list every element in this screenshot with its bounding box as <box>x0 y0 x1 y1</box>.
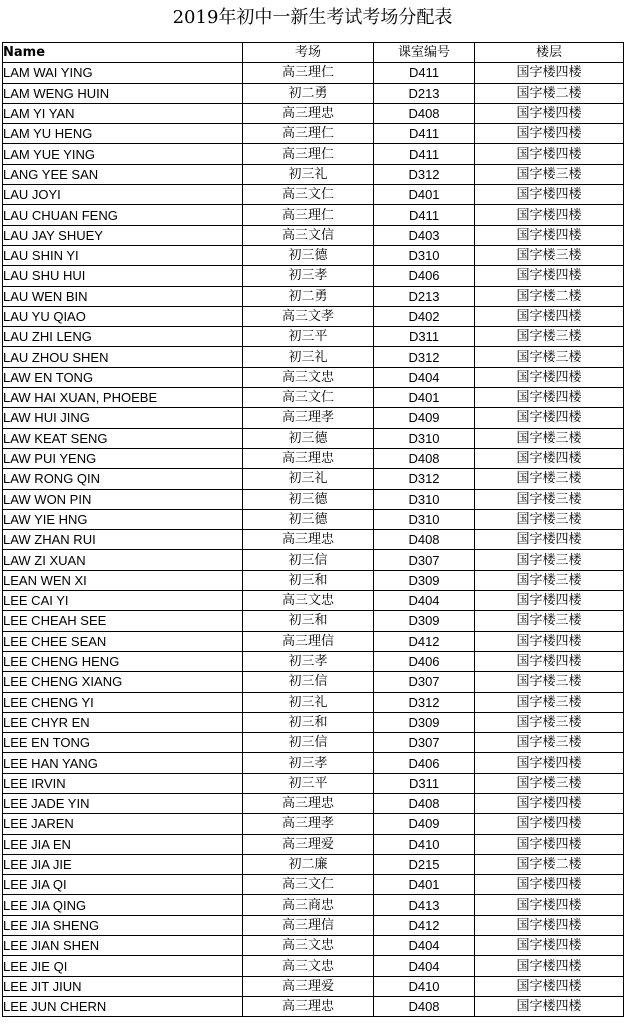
table-row <box>3 814 624 834</box>
floor-cell: 国字楼三楼 <box>475 712 624 732</box>
table-row <box>3 895 624 915</box>
student-name-cell: LEE IRVIN <box>3 773 243 793</box>
floor-cell: 国字楼四楼 <box>475 936 624 956</box>
student-name-cell: LEE CHEE SEAN <box>3 631 243 651</box>
exam-hall-cell: 初三和 <box>243 712 374 732</box>
table-row <box>3 124 624 144</box>
floor-cell: 国字楼四楼 <box>475 448 624 468</box>
floor-cell: 国字楼三楼 <box>475 509 624 529</box>
header-name: Name <box>3 43 243 63</box>
exam-hall-cell: 高三理仁 <box>243 144 374 164</box>
room-number-cell: D213 <box>374 83 475 103</box>
floor-cell: 国字楼三楼 <box>475 773 624 793</box>
exam-hall-cell: 初三信 <box>243 672 374 692</box>
floor-cell: 国字楼三楼 <box>475 164 624 184</box>
room-number-cell: D412 <box>374 631 475 651</box>
room-number-cell: D413 <box>374 895 475 915</box>
table-row <box>3 712 624 732</box>
student-name-cell: LAM YU HENG <box>3 124 243 144</box>
student-name-cell: LAW EN TONG <box>3 367 243 387</box>
exam-hall-cell: 初三孝 <box>243 651 374 671</box>
exam-hall-cell: 初三平 <box>243 773 374 793</box>
table-row <box>3 205 624 225</box>
student-name-cell: LANG YEE SAN <box>3 164 243 184</box>
table-row <box>3 854 624 874</box>
exam-hall-cell: 高三理孝 <box>243 814 374 834</box>
student-name-cell: LEE HAN YANG <box>3 753 243 773</box>
room-number-cell: D408 <box>374 103 475 123</box>
table-row <box>3 408 624 428</box>
exam-hall-cell: 初三德 <box>243 245 374 265</box>
table-row <box>3 530 624 550</box>
floor-cell: 国字楼三楼 <box>475 245 624 265</box>
table-row <box>3 875 624 895</box>
room-number-cell: D409 <box>374 408 475 428</box>
table-row <box>3 266 624 286</box>
room-number-cell: D408 <box>374 996 475 1016</box>
exam-hall-cell: 高三文忠 <box>243 956 374 976</box>
exam-hall-cell: 初三和 <box>243 611 374 631</box>
floor-cell: 国字楼四楼 <box>475 814 624 834</box>
room-number-cell: D307 <box>374 733 475 753</box>
table-row <box>3 347 624 367</box>
room-number-cell: D213 <box>374 286 475 306</box>
student-name-cell: LEE EN TONG <box>3 733 243 753</box>
room-number-cell: D412 <box>374 915 475 935</box>
room-number-cell: D406 <box>374 753 475 773</box>
table-row <box>3 793 624 813</box>
student-name-cell: LAU CHUAN FENG <box>3 205 243 225</box>
floor-cell: 国字楼四楼 <box>475 306 624 326</box>
floor-cell: 国字楼四楼 <box>475 367 624 387</box>
floor-cell: 国字楼二楼 <box>475 286 624 306</box>
table-row <box>3 428 624 448</box>
student-name-cell: LEE JIA QING <box>3 895 243 915</box>
table-row <box>3 550 624 570</box>
exam-hall-cell: 高三商忠 <box>243 895 374 915</box>
table-row <box>3 773 624 793</box>
room-number-cell: D403 <box>374 225 475 245</box>
floor-cell: 国字楼四楼 <box>475 63 624 83</box>
student-name-cell: LEE CHEAH SEE <box>3 611 243 631</box>
exam-hall-cell: 高三文忠 <box>243 591 374 611</box>
student-name-cell: LEE JIA SHENG <box>3 915 243 935</box>
student-name-cell: LEAN WEN XI <box>3 570 243 590</box>
exam-hall-cell: 高三文仁 <box>243 185 374 205</box>
student-name-cell: LAW ZHAN RUI <box>3 530 243 550</box>
table-row <box>3 286 624 306</box>
table-body <box>3 63 624 1017</box>
exam-hall-cell: 初三信 <box>243 733 374 753</box>
student-name-cell: LAU SHIN YI <box>3 245 243 265</box>
room-number-cell: D410 <box>374 834 475 854</box>
floor-cell: 国字楼四楼 <box>475 124 624 144</box>
table-row <box>3 996 624 1016</box>
student-name-cell: LAW ZI XUAN <box>3 550 243 570</box>
floor-cell: 国字楼四楼 <box>475 205 624 225</box>
room-number-cell: D406 <box>374 266 475 286</box>
table-row <box>3 834 624 854</box>
student-name-cell: LAM WAI YING <box>3 63 243 83</box>
student-name-cell: LEE JAREN <box>3 814 243 834</box>
student-name-cell: LAW HAI XUAN, PHOEBE <box>3 388 243 408</box>
floor-cell: 国字楼三楼 <box>475 733 624 753</box>
floor-cell: 国字楼四楼 <box>475 996 624 1016</box>
table-row <box>3 672 624 692</box>
floor-cell: 国字楼四楼 <box>475 103 624 123</box>
exam-hall-cell: 初三德 <box>243 489 374 509</box>
student-name-cell: LEE CAI YI <box>3 591 243 611</box>
exam-hall-cell: 初三礼 <box>243 164 374 184</box>
exam-hall-cell: 初三礼 <box>243 347 374 367</box>
room-number-cell: D408 <box>374 793 475 813</box>
student-name-cell: LAM YI YAN <box>3 103 243 123</box>
student-name-cell: LAW PUI YENG <box>3 448 243 468</box>
floor-cell: 国字楼四楼 <box>475 753 624 773</box>
floor-cell: 国字楼三楼 <box>475 489 624 509</box>
room-number-cell: D404 <box>374 591 475 611</box>
exam-hall-cell: 初三孝 <box>243 266 374 286</box>
room-number-cell: D311 <box>374 327 475 347</box>
room-number-cell: D307 <box>374 672 475 692</box>
student-name-cell: LEE JIT JIUN <box>3 976 243 996</box>
room-number-cell: D310 <box>374 245 475 265</box>
room-number-cell: D401 <box>374 388 475 408</box>
room-number-cell: D408 <box>374 530 475 550</box>
table-row <box>3 327 624 347</box>
exam-hall-cell: 高三文信 <box>243 225 374 245</box>
table-row <box>3 591 624 611</box>
student-name-cell: LEE CHYR EN <box>3 712 243 732</box>
student-name-cell: LEE JADE YIN <box>3 793 243 813</box>
table-row <box>3 489 624 509</box>
table-row <box>3 388 624 408</box>
room-number-cell: D309 <box>374 712 475 732</box>
floor-cell: 国字楼四楼 <box>475 388 624 408</box>
floor-cell: 国字楼三楼 <box>475 692 624 712</box>
student-name-cell: LAU YU QIAO <box>3 306 243 326</box>
student-name-cell: LAU ZHOU SHEN <box>3 347 243 367</box>
floor-cell: 国字楼二楼 <box>475 854 624 874</box>
exam-hall-cell: 初三孝 <box>243 753 374 773</box>
table-row <box>3 367 624 387</box>
document-title: 2019年初中一新生考试考场分配表 <box>172 7 453 28</box>
student-name-cell: LEE JIE QI <box>3 956 243 976</box>
student-name-cell: LEE JUN CHERN <box>3 996 243 1016</box>
exam-hall-cell: 高三理忠 <box>243 793 374 813</box>
student-name-cell: LEE JIA EN <box>3 834 243 854</box>
exam-hall-cell: 初二勇 <box>243 83 374 103</box>
floor-cell: 国字楼四楼 <box>475 651 624 671</box>
exam-hall-cell: 高三文孝 <box>243 306 374 326</box>
exam-hall-cell: 高三理忠 <box>243 448 374 468</box>
student-name-cell: LAW HUI JING <box>3 408 243 428</box>
exam-hall-cell: 初二廉 <box>243 854 374 874</box>
room-number-cell: D309 <box>374 570 475 590</box>
table-row <box>3 63 624 83</box>
room-number-cell: D410 <box>374 976 475 996</box>
exam-hall-cell: 高三理忠 <box>243 103 374 123</box>
table-row <box>3 570 624 590</box>
table-row <box>3 915 624 935</box>
exam-hall-cell: 初三礼 <box>243 692 374 712</box>
floor-cell: 国字楼三楼 <box>475 611 624 631</box>
exam-hall-cell: 高三理仁 <box>243 63 374 83</box>
student-name-cell: LAM WENG HUIN <box>3 83 243 103</box>
table-row <box>3 469 624 489</box>
room-number-cell: D406 <box>374 651 475 671</box>
room-number-cell: D408 <box>374 448 475 468</box>
student-name-cell: LAW WON PIN <box>3 489 243 509</box>
student-name-cell: LAW YIE HNG <box>3 509 243 529</box>
student-name-cell: LEE CHENG YI <box>3 692 243 712</box>
floor-cell: 国字楼四楼 <box>475 875 624 895</box>
floor-cell: 国字楼三楼 <box>475 672 624 692</box>
floor-cell: 国字楼三楼 <box>475 327 624 347</box>
exam-hall-cell: 高三理爱 <box>243 976 374 996</box>
floor-cell: 国字楼四楼 <box>475 956 624 976</box>
student-name-cell: LAW RONG QIN <box>3 469 243 489</box>
room-number-cell: D401 <box>374 875 475 895</box>
room-number-cell: D402 <box>374 306 475 326</box>
table-row <box>3 753 624 773</box>
room-number-cell: D411 <box>374 205 475 225</box>
floor-cell: 国字楼四楼 <box>475 895 624 915</box>
student-name-cell: LEE JIAN SHEN <box>3 936 243 956</box>
student-name-cell: LAU WEN BIN <box>3 286 243 306</box>
exam-hall-cell: 高三理爱 <box>243 834 374 854</box>
exam-hall-cell: 初二勇 <box>243 286 374 306</box>
student-name-cell: LAU ZHI LENG <box>3 327 243 347</box>
table-row <box>3 976 624 996</box>
room-number-cell: D404 <box>374 936 475 956</box>
floor-cell: 国字楼三楼 <box>475 347 624 367</box>
table-row <box>3 103 624 123</box>
table-row <box>3 631 624 651</box>
floor-cell: 国字楼四楼 <box>475 915 624 935</box>
table-row <box>3 956 624 976</box>
exam-hall-cell: 高三文忠 <box>243 936 374 956</box>
table-row <box>3 185 624 205</box>
room-number-cell: D411 <box>374 124 475 144</box>
exam-hall-cell: 高三理孝 <box>243 408 374 428</box>
header-exam-hall: 考场 <box>243 43 374 63</box>
table-row <box>3 733 624 753</box>
exam-hall-cell: 高三理信 <box>243 631 374 651</box>
room-number-cell: D311 <box>374 773 475 793</box>
room-number-cell: D310 <box>374 489 475 509</box>
table-row <box>3 144 624 164</box>
exam-hall-cell: 高三理信 <box>243 915 374 935</box>
floor-cell: 国字楼四楼 <box>475 144 624 164</box>
floor-cell: 国字楼四楼 <box>475 266 624 286</box>
room-number-cell: D404 <box>374 367 475 387</box>
room-number-cell: D307 <box>374 550 475 570</box>
floor-cell: 国字楼三楼 <box>475 428 624 448</box>
floor-cell: 国字楼四楼 <box>475 408 624 428</box>
floor-cell: 国字楼三楼 <box>475 550 624 570</box>
exam-hall-cell: 高三文仁 <box>243 875 374 895</box>
exam-hall-cell: 初三信 <box>243 550 374 570</box>
room-number-cell: D312 <box>374 469 475 489</box>
exam-hall-cell: 高三理仁 <box>243 124 374 144</box>
exam-hall-cell: 初三和 <box>243 570 374 590</box>
table-row <box>3 509 624 529</box>
table-row <box>3 651 624 671</box>
room-number-cell: D312 <box>374 347 475 367</box>
room-number-cell: D404 <box>374 956 475 976</box>
exam-hall-cell: 高三理忠 <box>243 996 374 1016</box>
floor-cell: 国字楼四楼 <box>475 793 624 813</box>
exam-hall-cell: 高三文仁 <box>243 388 374 408</box>
student-name-cell: LAU SHU HUI <box>3 266 243 286</box>
student-name-cell: LAM YUE YING <box>3 144 243 164</box>
student-name-cell: LAW KEAT SENG <box>3 428 243 448</box>
room-number-cell: D312 <box>374 692 475 712</box>
floor-cell: 国字楼四楼 <box>475 631 624 651</box>
student-name-cell: LEE JIA JIE <box>3 854 243 874</box>
floor-cell: 国字楼四楼 <box>475 530 624 550</box>
exam-hall-cell: 高三理忠 <box>243 530 374 550</box>
room-number-cell: D411 <box>374 63 475 83</box>
exam-hall-cell: 初三礼 <box>243 469 374 489</box>
table-row <box>3 692 624 712</box>
table-row <box>3 448 624 468</box>
floor-cell: 国字楼四楼 <box>475 225 624 245</box>
student-name-cell: LEE CHENG XIANG <box>3 672 243 692</box>
floor-cell: 国字楼四楼 <box>475 185 624 205</box>
floor-cell: 国字楼三楼 <box>475 469 624 489</box>
exam-allocation-table <box>2 42 624 1017</box>
room-number-cell: D310 <box>374 428 475 448</box>
table-row <box>3 83 624 103</box>
room-number-cell: D215 <box>374 854 475 874</box>
student-name-cell: LEE CHENG HENG <box>3 651 243 671</box>
room-number-cell: D309 <box>374 611 475 631</box>
exam-hall-cell: 初三德 <box>243 509 374 529</box>
table-row <box>3 164 624 184</box>
table-row <box>3 611 624 631</box>
floor-cell: 国字楼四楼 <box>475 591 624 611</box>
room-number-cell: D401 <box>374 185 475 205</box>
room-number-cell: D411 <box>374 144 475 164</box>
table-row <box>3 306 624 326</box>
header-floor: 楼层 <box>475 43 624 63</box>
table-row <box>3 936 624 956</box>
header-room-number: 课室编号 <box>374 43 475 63</box>
student-name-cell: LAU JOYI <box>3 185 243 205</box>
exam-hall-cell: 初三德 <box>243 428 374 448</box>
table-row <box>3 245 624 265</box>
student-name-cell: LAU JAY SHUEY <box>3 225 243 245</box>
room-number-cell: D312 <box>374 164 475 184</box>
exam-hall-cell: 初三平 <box>243 327 374 347</box>
floor-cell: 国字楼四楼 <box>475 976 624 996</box>
room-number-cell: D409 <box>374 814 475 834</box>
room-number-cell: D310 <box>374 509 475 529</box>
floor-cell: 国字楼三楼 <box>475 570 624 590</box>
table-row <box>3 225 624 245</box>
floor-cell: 国字楼二楼 <box>475 83 624 103</box>
student-name-cell: LEE JIA QI <box>3 875 243 895</box>
floor-cell: 国字楼四楼 <box>475 834 624 854</box>
exam-hall-cell: 高三文忠 <box>243 367 374 387</box>
table-header-row <box>3 43 624 63</box>
exam-hall-cell: 高三理仁 <box>243 205 374 225</box>
